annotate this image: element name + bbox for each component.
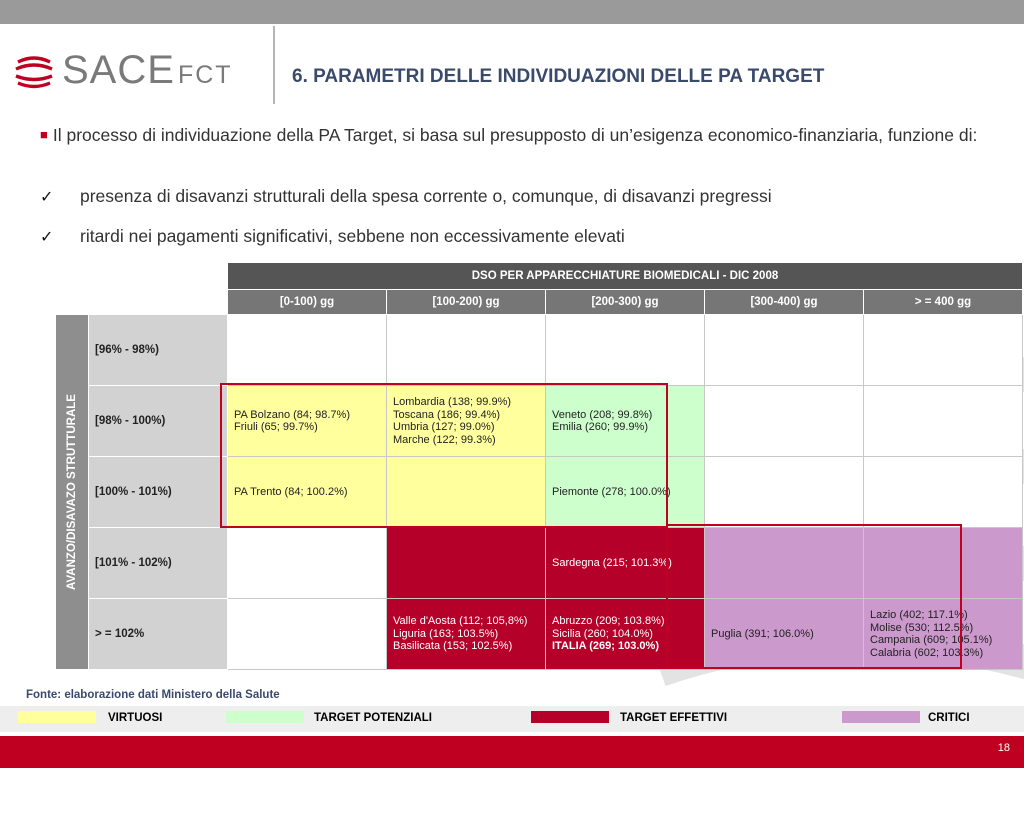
bullet-text: presenza di disavanzi strutturali della spesa corrente o, comunque, di disavanzi pregressi [80,186,772,206]
top-bar [0,0,1024,24]
row-label: [100% - 101%) [89,457,228,528]
source-note: Fonte: elaborazione dati Ministero della Salute [26,689,280,701]
page-number: 18 [997,742,1010,754]
matrix-cell: Lazio (402; 117.1%) Molise (530; 112.5%) Campania (609; 105.1%) Calabria (602; 103.3%) [864,599,1023,670]
intro-text: Il processo di individuazione della PA Target, si basa sul presupposto di un’esigenza economico-finanziaria, funzione di: [52,125,978,145]
legend-label-critici: CRITICI [928,712,970,724]
row-label: [96% - 98%) [89,315,228,386]
matrix-cell: PA Trento (84; 100.2%) [228,457,387,528]
matrix-cell [228,315,387,386]
matrix-cell [864,528,1023,599]
company-logo [14,47,233,94]
matrix-cell: Lombardia (138; 99.9%) Toscana (186; 99.4%) Umbria (127; 99.0%) Marche (122; 99.3%) [387,386,546,457]
matrix-cell [228,528,387,599]
column-header: [200-300) gg [546,290,705,315]
matrix-cell [705,528,864,599]
row-axis-label: AVANZO/DISAVAZO STRUTTURALE [56,315,89,670]
column-header: [300-400) gg [705,290,864,315]
legend-swatch-critici [842,711,920,723]
row-label: [101% - 102%) [89,528,228,599]
legend-swatch-effettivi [531,711,609,723]
check-bullet-1 [40,186,772,207]
matrix-cell [705,457,864,528]
column-header: > = 400 gg [864,290,1023,315]
row-label: [98% - 100%) [89,386,228,457]
matrix-cell: Sardegna (215; 101.3%) [546,528,705,599]
matrix-cell: Abruzzo (209; 103.8%) Sicilia (260; 104.0%) ITALIA (269; 103.0%) [546,599,705,670]
checkmark-icon: ✓ [40,188,54,206]
row-label: > = 102% [89,599,228,670]
square-bullet-icon: ■ [40,127,48,142]
bullet-text: ritardi nei pagamenti significativi, sebbene non eccessivamente elevati [80,226,625,246]
matrix-cell: Veneto (208; 99.8%) Emilia (260; 99.9%) [546,386,705,457]
matrix-cell: Piemonte (278; 100.0%) [546,457,705,528]
matrix-cell: Valle d'Aosta (112; 105,8%) Liguria (163; 103.5%) Basilicata (153; 102.5%) [387,599,546,670]
matrix-cell [387,528,546,599]
matrix-cell [864,457,1023,528]
matrix-cell [705,315,864,386]
matrix-cell [228,599,387,670]
bottom-bar [0,736,1024,768]
logo-wordmark: SACE FCT [62,47,233,92]
legend-label-effettivi: TARGET EFFETTIVI [620,712,728,724]
check-bullet-2 [40,226,625,247]
sace-logo-icon [14,52,54,92]
column-header: [0-100) gg [228,290,387,315]
header-divider [273,26,275,104]
matrix-cell [864,386,1023,457]
matrix-cell: Puglia (391; 106.0%) [705,599,864,670]
legend-label-potenziali: TARGET POTENZIALI [314,712,432,724]
matrix-cell [387,457,546,528]
legend-swatch-virtuosi [18,711,96,723]
legend-swatch-potenziali [226,711,304,723]
page-title: 6. PARAMETRI DELLE INDIVIDUAZIONI DELLE PA TARGET [292,66,825,87]
intro-paragraph [40,124,990,148]
table-title: DSO PER APPARECCHIATURE BIOMEDICALI - DIC 2008 [228,263,1023,290]
matrix-cell [864,315,1023,386]
matrix-cell [387,315,546,386]
target-matrix-table [55,262,1023,670]
matrix-cell [546,315,705,386]
column-header: [100-200) gg [387,290,546,315]
matrix-cell [705,386,864,457]
matrix-cell: PA Bolzano (84; 98.7%) Friuli (65; 99.7%) [228,386,387,457]
legend-label-virtuosi: VIRTUOSI [108,712,163,724]
checkmark-icon: ✓ [40,228,54,246]
